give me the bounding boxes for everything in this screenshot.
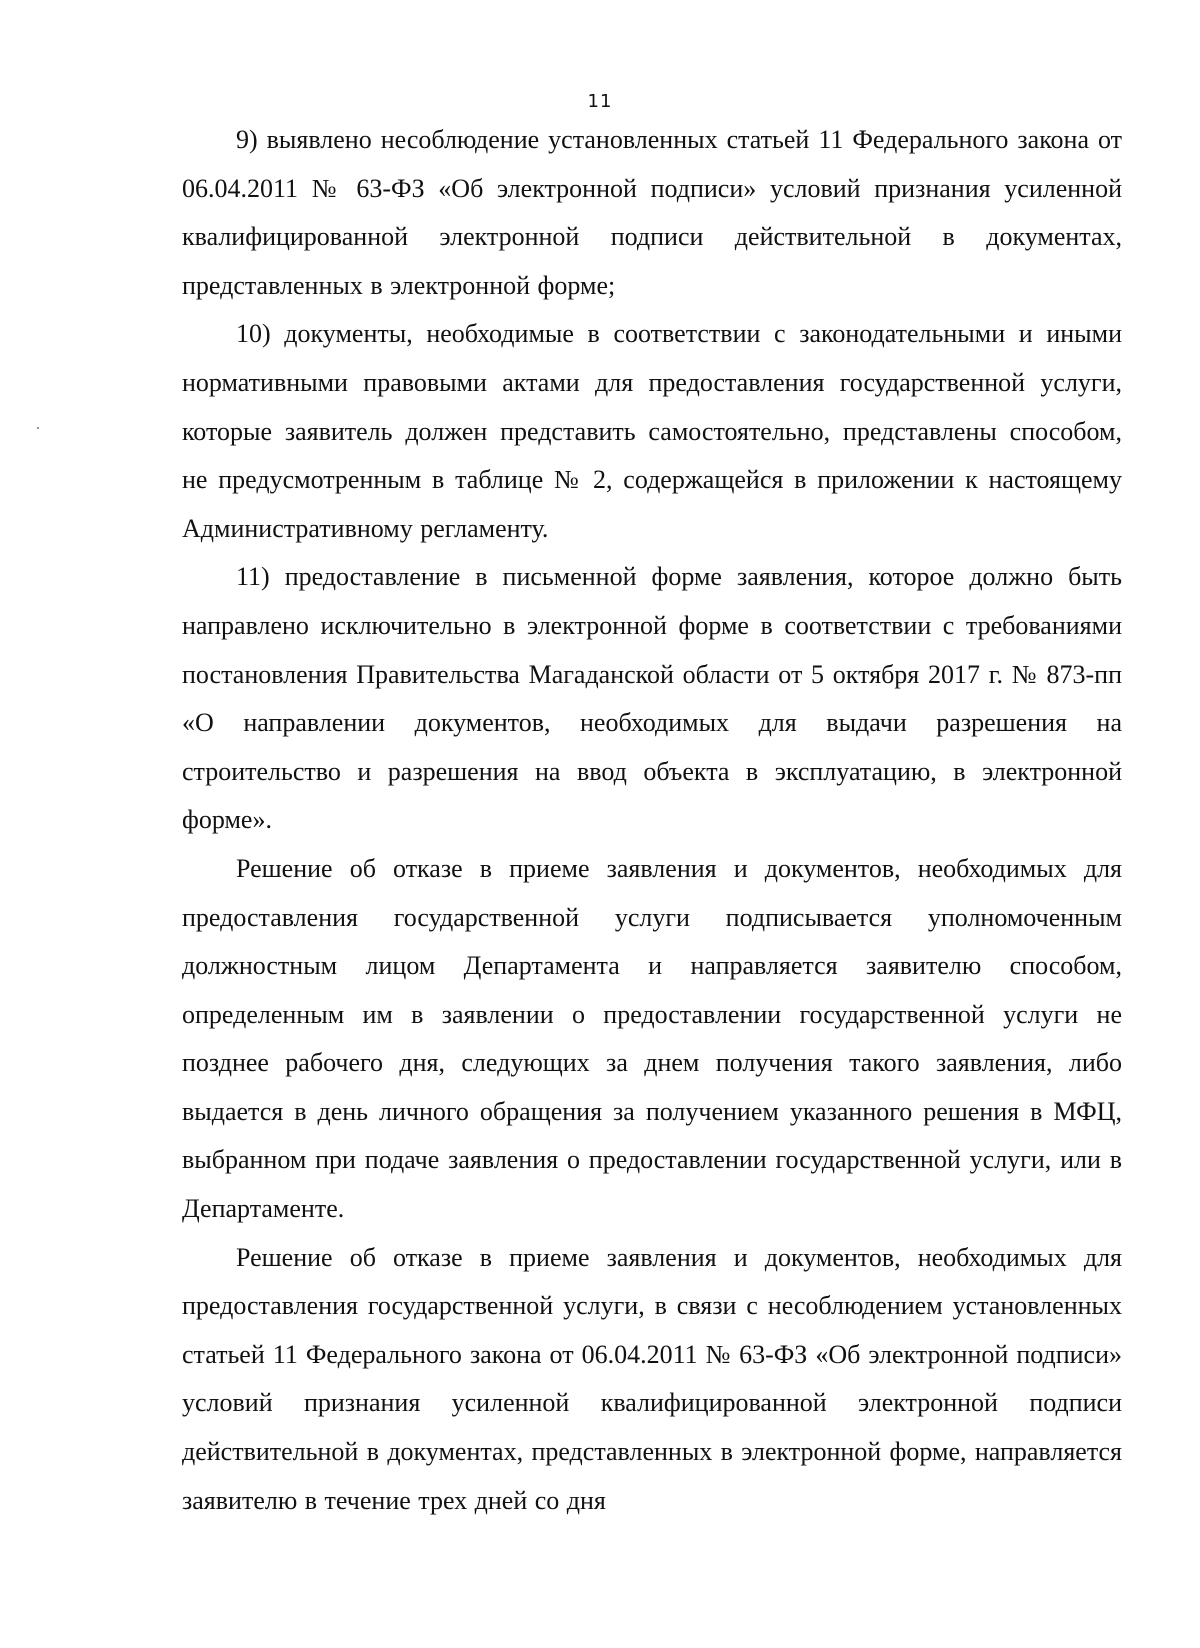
paragraph-refusal-signature: Решение об отказе в приеме заявления и документов, необходимых для предоставления государственной услуги, в связи с несоблюдением установленных статьей 11 Федерального закона от 06.04.2011 № 63-ФЗ «Об электронной подписи» условий признания усиленной квалифицированной электронной подписи действительной в документах, представленных в электронной форме, направляется заявителю в течение трех дней со дня [182,1242,1122,1515]
paragraph-item-11: 11) предоставление в письменной форме заявления, которое должно быть направлено исключительно в электронной форме в соответствии с требованиями постановления Правительства Магаданской области от 5 октября 2017 г. № 873-пп «О направлении документов, необходимых для выдачи разрешения на строительство и разрешения на ввод объекта в эксплуатацию, в электронной форме». [182,562,1122,835]
paragraph-refusal-decision: Решение об отказе в приеме заявления и документов, необходимых для предоставления государственной услуги подписывается уполномоченным должностным лицом Департамента и направляется заявителю способом, определенным им в заявлении о предоставлении государственной услуги не позднее рабочего дня, следующих за днем получения такого заявления, либо выдается в день личного обращения за получением указанного решения в МФЦ, выбранном при подаче заявления о предоставлении государственной услуги, или в Департаменте. [182,853,1122,1224]
document-body [182,116,1122,1525]
paragraph-item-10: 10) документы, необходимые в соответствии с законодательными и иными нормативными правовыми актами для предоставления государственной услуги, которые заявитель должен представить самостоятельно, представлены способом, не предусмотренным в таблице № 2, содержащейся в приложении к настоящему Административному регламенту. [182,319,1122,543]
scan-speck [37,427,39,429]
page-number: 11 [587,91,613,112]
paragraph-item-9: 9) выявлено несоблюдение установленных статьей 11 Федерального закона от 06.04.2011 № 63-ФЗ «Об электронной подписи» условий признания усиленной квалифицированной электронной подписи действительной в документах, представленных в электронной форме; [182,125,1122,300]
